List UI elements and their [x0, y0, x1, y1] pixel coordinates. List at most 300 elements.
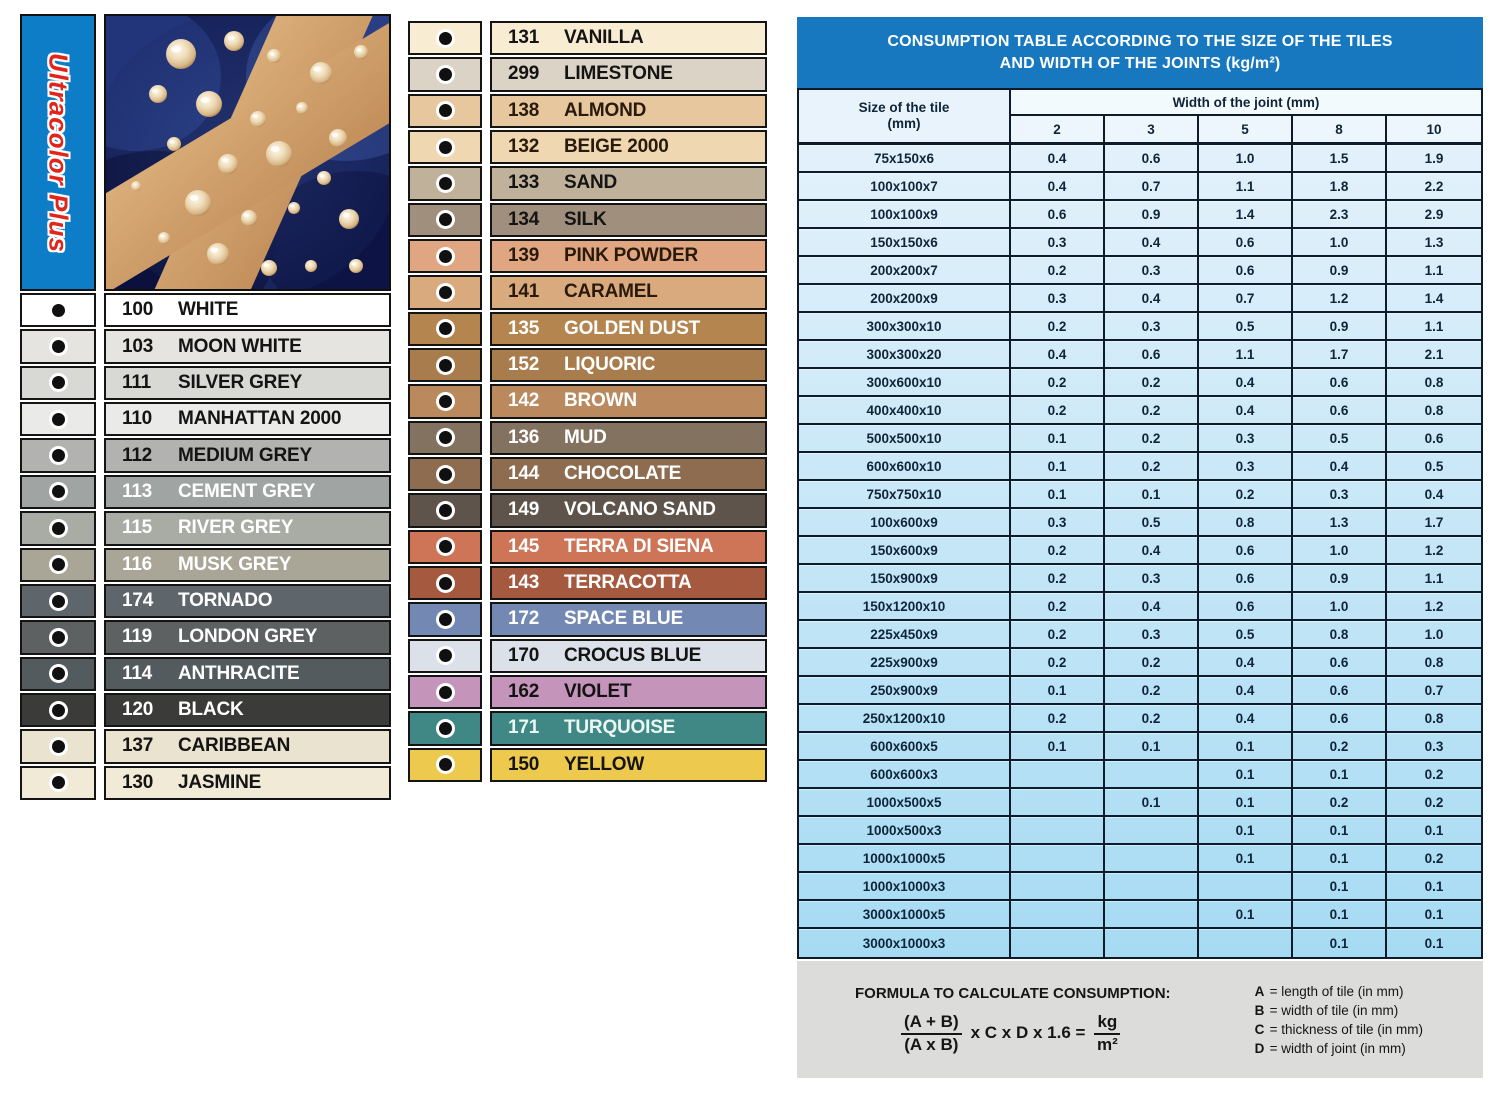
formula-heading: FORMULA TO CALCULATE CONSUMPTION: [855, 984, 1171, 1002]
consumption-row-size: 150x900x9 [799, 565, 1011, 593]
consumption-value-cell: 0.1 [1199, 845, 1293, 873]
consumption-value-cell: 0.2 [1387, 789, 1481, 817]
result-fraction [1094, 1012, 1120, 1054]
color-code: 113 [122, 480, 153, 502]
color-dot-cell [408, 166, 482, 200]
dot-icon [52, 776, 65, 789]
consumption-value-cell: 0.1 [1011, 425, 1105, 453]
color-name: TERRACOTTA [564, 572, 692, 594]
consumption-row-size: 250x900x9 [799, 677, 1011, 705]
consumption-value-cell: 1.3 [1387, 229, 1481, 257]
dot-icon [439, 32, 452, 45]
color-name: JASMINE [178, 771, 262, 793]
consumption-value-cell: 0.6 [1199, 537, 1293, 565]
color-code: 170 [508, 644, 540, 666]
consumption-value-cell: 0.5 [1105, 509, 1199, 537]
color-dot-cell [408, 675, 482, 709]
consumption-value-cell: 0.6 [1199, 257, 1293, 285]
dot-icon [439, 722, 452, 735]
color-code: 116 [122, 553, 153, 575]
dot-icon [439, 758, 452, 771]
consumption-value-cell: 0.8 [1199, 509, 1293, 537]
color-dot-cell [20, 438, 96, 472]
color-dot-cell [20, 366, 96, 400]
consumption-value-cell: 0.5 [1387, 453, 1481, 481]
formula-middle: x C x D x 1.6 = [970, 1023, 1086, 1042]
color-dot-cell [408, 530, 482, 564]
color-code: 139 [508, 245, 540, 267]
consumption-value-cell: 1.5 [1293, 145, 1387, 173]
legend-text: = thickness of tile (in mm) [1269, 1021, 1423, 1037]
consumption-value-cell: 1.4 [1199, 201, 1293, 229]
dot-icon [52, 667, 65, 680]
consumption-row-size: 150x150x6 [799, 229, 1011, 257]
color-swatch-row [490, 275, 767, 309]
color-code: 135 [508, 317, 540, 339]
dot-icon [439, 250, 452, 263]
color-swatch-row [490, 748, 767, 782]
consumption-row-size: 400x400x10 [799, 397, 1011, 425]
size-header-line1: Size of the tile [858, 99, 950, 115]
legend-key: D [1254, 1040, 1265, 1056]
color-code: 131 [508, 27, 540, 49]
dot-icon [439, 577, 452, 590]
consumption-value-cell: 0.6 [1293, 649, 1387, 677]
consumption-value-cell: 0.4 [1105, 537, 1199, 565]
color-swatch-row [104, 620, 391, 654]
result-numerator: kg [1094, 1012, 1120, 1035]
legend-key: C [1254, 1021, 1265, 1037]
consumption-value-cell: 0.5 [1199, 621, 1293, 649]
color-code: 299 [508, 63, 540, 85]
consumption-value-cell: 0.8 [1387, 397, 1481, 425]
color-name: CARIBBEAN [178, 735, 291, 757]
color-dot-cell [20, 548, 96, 582]
consumption-value-cell [1105, 817, 1199, 845]
consumption-value-cell: 0.3 [1011, 229, 1105, 257]
consumption-value-cell: 1.4 [1387, 285, 1481, 313]
fraction-denominator: (A x B) [904, 1034, 959, 1054]
legend-row [1255, 1022, 1423, 1037]
consumption-value-cell: 0.1 [1199, 761, 1293, 789]
consumption-value-cell: 0.9 [1105, 201, 1199, 229]
middle-color-dot-column [408, 21, 482, 782]
color-dot-cell [408, 239, 482, 273]
color-name: MUSK GREY [178, 553, 292, 575]
consumption-row-size: 500x500x10 [799, 425, 1011, 453]
color-dot-cell [20, 329, 96, 363]
consumption-value-cell: 1.0 [1293, 593, 1387, 621]
color-dot-cell [408, 21, 482, 55]
color-code: 171 [508, 717, 540, 739]
color-code: 162 [508, 681, 540, 703]
color-dot-cell [20, 620, 96, 654]
color-name: SAND [564, 172, 618, 194]
consumption-value-cell: 0.2 [1011, 257, 1105, 285]
dot-icon [52, 558, 65, 571]
consumption-value-cell: 2.1 [1387, 341, 1481, 369]
dot-icon [439, 540, 452, 553]
color-name: BROWN [564, 390, 637, 412]
color-dot-cell [408, 94, 482, 128]
consumption-value-cell: 0.4 [1011, 173, 1105, 201]
dot-icon [52, 740, 65, 753]
consumption-row-size: 3000x1000x3 [799, 929, 1011, 957]
consumption-table-frame [797, 88, 1483, 959]
dot-icon [439, 431, 452, 444]
color-dot-cell [408, 566, 482, 600]
consumption-row-size: 300x600x10 [799, 369, 1011, 397]
dot-icon [52, 376, 65, 389]
color-dot-cell [408, 711, 482, 745]
consumption-row-size: 225x450x9 [799, 621, 1011, 649]
color-dot-cell [20, 511, 96, 545]
formula-fraction [901, 1012, 962, 1054]
color-swatch-row [104, 729, 391, 763]
consumption-value-cell: 1.8 [1293, 173, 1387, 201]
consumption-value-cell [1011, 789, 1105, 817]
consumption-value-cell [1011, 873, 1105, 901]
consumption-value-cell: 0.9 [1293, 565, 1387, 593]
dot-icon [439, 322, 452, 335]
consumption-value-cell: 1.1 [1387, 313, 1481, 341]
color-swatch-row [490, 130, 767, 164]
color-name: MEDIUM GREY [178, 444, 312, 466]
color-code: 149 [508, 499, 540, 521]
color-swatch-row [490, 602, 767, 636]
consumption-value-cell: 0.5 [1293, 425, 1387, 453]
color-swatch-row [490, 312, 767, 346]
consumption-value-cell: 0.8 [1387, 649, 1481, 677]
legend-row [1255, 984, 1423, 999]
dot-icon [439, 141, 452, 154]
color-code: 114 [122, 662, 153, 684]
color-code: 120 [122, 699, 154, 721]
consumption-value-cell: 1.1 [1199, 173, 1293, 201]
color-code: 132 [508, 136, 540, 158]
consumption-row-size: 75x150x6 [799, 145, 1011, 173]
consumption-value-cell: 1.0 [1387, 621, 1481, 649]
consumption-value-cell: 0.6 [1199, 565, 1293, 593]
consumption-value-cell: 0.2 [1387, 845, 1481, 873]
consumption-value-cell [1011, 929, 1105, 957]
consumption-value-cell: 1.2 [1387, 537, 1481, 565]
color-name: LONDON GREY [178, 626, 318, 648]
consumption-value-cell: 0.6 [1105, 341, 1199, 369]
consumption-value-cell: 0.8 [1293, 621, 1387, 649]
consumption-value-cell: 0.1 [1199, 901, 1293, 929]
consumption-value-cell [1011, 761, 1105, 789]
legend-text: = width of joint (in mm) [1269, 1040, 1406, 1056]
consumption-value-cell: 0.4 [1105, 229, 1199, 257]
legend-text: = width of tile (in mm) [1269, 1002, 1399, 1018]
consumption-table-body [799, 145, 1481, 957]
consumption-value-cell: 0.2 [1387, 761, 1481, 789]
dot-icon [52, 304, 65, 317]
consumption-row-size: 225x900x9 [799, 649, 1011, 677]
banner-label: Ultracolor Plus [43, 52, 74, 253]
color-name: TORNADO [178, 590, 273, 612]
consumption-value-cell: 0.1 [1105, 733, 1199, 761]
consumption-value-cell: 0.9 [1293, 313, 1387, 341]
color-swatch-row [490, 675, 767, 709]
consumption-value-cell: 0.4 [1199, 705, 1293, 733]
color-name: BLACK [178, 699, 244, 721]
color-dot-cell [20, 402, 96, 436]
color-name: VIOLET [564, 681, 632, 703]
consumption-value-cell: 0.2 [1105, 425, 1199, 453]
color-dot-cell [20, 475, 96, 509]
color-swatch-row [490, 711, 767, 745]
consumption-value-cell: 0.3 [1011, 285, 1105, 313]
consumption-value-cell: 0.2 [1011, 537, 1105, 565]
consumption-value-cell: 0.3 [1293, 481, 1387, 509]
color-code: 145 [508, 535, 540, 557]
color-name: MANHATTAN 2000 [178, 408, 342, 430]
consumption-row-size: 600x600x3 [799, 761, 1011, 789]
color-name: WHITE [178, 299, 239, 321]
consumption-value-cell: 0.6 [1011, 201, 1105, 229]
color-dot-cell [408, 275, 482, 309]
color-name: SPACE BLUE [564, 608, 684, 630]
consumption-value-cell: 0.9 [1293, 257, 1387, 285]
color-swatch-row [490, 566, 767, 600]
consumption-row-size: 1000x1000x3 [799, 873, 1011, 901]
consumption-row-size: 1000x500x3 [799, 817, 1011, 845]
color-name: CARAMEL [564, 281, 658, 303]
color-code: 141 [508, 281, 540, 303]
consumption-value-cell: 1.1 [1387, 565, 1481, 593]
consumption-value-cell: 0.3 [1199, 425, 1293, 453]
dot-icon [439, 686, 452, 699]
color-name: SILVER GREY [178, 371, 303, 393]
consumption-value-cell: 0.4 [1199, 369, 1293, 397]
consumption-value-cell: 0.1 [1387, 929, 1481, 957]
color-swatch-row [490, 530, 767, 564]
consumption-row-size: 100x100x7 [799, 173, 1011, 201]
consumption-row-size: 3000x1000x5 [799, 901, 1011, 929]
left-color-dot-column [20, 293, 96, 800]
consumption-value-cell: 0.2 [1105, 705, 1199, 733]
consumption-value-cell: 0.2 [1011, 397, 1105, 425]
color-name: RIVER GREY [178, 517, 294, 539]
consumption-value-cell: 1.7 [1387, 509, 1481, 537]
formula-legend [1255, 984, 1423, 1056]
consumption-value-cell: 0.8 [1387, 705, 1481, 733]
consumption-value-cell [1105, 761, 1199, 789]
color-name: TERRA DI SIENA [564, 535, 714, 557]
color-name: TURQUOISE [564, 717, 676, 739]
dot-icon [52, 485, 65, 498]
color-dot-cell [20, 729, 96, 763]
joint-width-value: 8 [1293, 116, 1387, 142]
left-color-list [104, 293, 391, 800]
consumption-value-cell: 0.4 [1293, 453, 1387, 481]
dot-icon [439, 504, 452, 517]
color-dot-cell [20, 766, 96, 800]
color-dot-cell [408, 384, 482, 418]
consumption-value-cell: 1.2 [1387, 593, 1481, 621]
consumption-value-cell: 2.9 [1387, 201, 1481, 229]
consumption-row-size: 200x200x9 [799, 285, 1011, 313]
color-dot-cell [408, 748, 482, 782]
color-dot-cell [408, 312, 482, 346]
color-name: MOON WHITE [178, 335, 302, 357]
color-code: 174 [122, 590, 154, 612]
color-name: PINK POWDER [564, 245, 698, 267]
color-name: SILK [564, 208, 607, 230]
consumption-row-size: 600x600x10 [799, 453, 1011, 481]
joint-width-value: 10 [1387, 116, 1481, 142]
color-swatch-row [490, 457, 767, 491]
color-code: 152 [508, 354, 540, 376]
color-code: 172 [508, 608, 540, 630]
consumption-value-cell [1011, 817, 1105, 845]
consumption-value-cell: 0.1 [1293, 817, 1387, 845]
fraction-numerator: (A + B) [901, 1012, 962, 1035]
color-code: 112 [122, 444, 153, 466]
consumption-value-cell: 0.3 [1105, 621, 1199, 649]
color-code: 137 [122, 735, 154, 757]
consumption-value-cell: 0.2 [1105, 397, 1199, 425]
consumption-value-cell: 0.4 [1105, 285, 1199, 313]
dot-icon [439, 68, 452, 81]
consumption-value-cell: 0.1 [1199, 733, 1293, 761]
color-name: ANTHRACITE [178, 662, 300, 684]
color-name: VANILLA [564, 27, 644, 49]
consumption-row-size: 1000x1000x5 [799, 845, 1011, 873]
color-swatch-row [104, 475, 391, 509]
color-dot-cell [408, 602, 482, 636]
color-code: 110 [122, 408, 153, 430]
color-dot-cell [408, 57, 482, 91]
dot-icon [52, 595, 65, 608]
consumption-value-cell: 0.1 [1293, 929, 1387, 957]
consumption-value-cell: 0.4 [1387, 481, 1481, 509]
consumption-value-cell: 0.1 [1011, 481, 1105, 509]
color-code: 115 [122, 517, 153, 539]
consumption-table-header [799, 90, 1481, 145]
color-swatch-row [104, 402, 391, 436]
consumption-value-cell: 0.6 [1293, 677, 1387, 705]
consumption-row-size: 150x600x9 [799, 537, 1011, 565]
consumption-value-cell: 0.1 [1199, 789, 1293, 817]
dot-icon [439, 649, 452, 662]
consumption-value-cell: 0.2 [1011, 705, 1105, 733]
color-code: 100 [122, 299, 154, 321]
consumption-value-cell: 0.1 [1293, 901, 1387, 929]
consumption-value-cell: 0.2 [1105, 453, 1199, 481]
color-dot-cell [20, 657, 96, 691]
consumption-value-cell: 0.4 [1199, 649, 1293, 677]
color-code: 144 [508, 463, 540, 485]
consumption-value-cell: 0.3 [1199, 453, 1293, 481]
consumption-value-cell: 0.6 [1105, 145, 1199, 173]
consumption-value-cell: 0.1 [1011, 733, 1105, 761]
consumption-value-cell: 0.2 [1011, 621, 1105, 649]
consumption-row-size: 100x100x9 [799, 201, 1011, 229]
color-dot-cell [408, 493, 482, 527]
consumption-row-size: 100x600x9 [799, 509, 1011, 537]
color-code: 136 [508, 426, 540, 448]
consumption-value-cell: 0.1 [1293, 873, 1387, 901]
color-name: ALMOND [564, 99, 647, 121]
color-dot-cell [408, 457, 482, 491]
color-swatch-row [490, 57, 767, 91]
consumption-value-cell: 2.2 [1387, 173, 1481, 201]
consumption-table-title [797, 17, 1483, 88]
joint-width-value: 5 [1199, 116, 1293, 142]
color-name: CEMENT GREY [178, 480, 316, 502]
consumption-value-cell: 0.1 [1387, 901, 1481, 929]
consumption-value-cell: 1.2 [1293, 285, 1387, 313]
color-name: MUD [564, 426, 607, 448]
formula-expression [901, 1012, 1171, 1054]
color-swatch-row [104, 293, 391, 327]
color-code: 103 [122, 335, 154, 357]
consumption-value-cell: 0.2 [1011, 313, 1105, 341]
consumption-value-cell: 0.4 [1199, 397, 1293, 425]
color-dot-cell [408, 203, 482, 237]
dot-icon [52, 522, 65, 535]
consumption-value-cell: 2.3 [1293, 201, 1387, 229]
legend-key: A [1254, 983, 1265, 999]
consumption-value-cell: 0.1 [1387, 873, 1481, 901]
dot-icon [52, 449, 65, 462]
consumption-value-cell: 0.5 [1199, 313, 1293, 341]
color-swatch-row [490, 166, 767, 200]
dot-icon [439, 468, 452, 481]
color-swatch-row [104, 693, 391, 727]
consumption-value-cell: 1.7 [1293, 341, 1387, 369]
color-swatch-row [490, 639, 767, 673]
consumption-value-cell: 0.4 [1199, 677, 1293, 705]
color-name: CHOCOLATE [564, 463, 682, 485]
consumption-value-cell: 0.6 [1293, 705, 1387, 733]
consumption-row-size: 750x750x10 [799, 481, 1011, 509]
legend-row [1255, 1003, 1423, 1018]
consumption-value-cell: 0.7 [1105, 173, 1199, 201]
color-dot-cell [20, 293, 96, 327]
consumption-value-cell: 0.8 [1387, 369, 1481, 397]
tile-photo [104, 14, 391, 291]
consumption-value-cell: 0.7 [1199, 285, 1293, 313]
consumption-value-cell: 0.2 [1105, 677, 1199, 705]
color-dot-cell [20, 693, 96, 727]
consumption-value-cell: 0.2 [1011, 649, 1105, 677]
dot-icon [52, 340, 65, 353]
joint-width-value: 2 [1011, 116, 1105, 142]
consumption-value-cell: 0.3 [1105, 313, 1199, 341]
consumption-row-size: 1000x500x5 [799, 789, 1011, 817]
dot-icon [52, 413, 65, 426]
consumption-value-cell: 1.0 [1199, 145, 1293, 173]
dot-icon [439, 395, 452, 408]
consumption-value-cell: 0.6 [1293, 397, 1387, 425]
consumption-value-cell [1199, 873, 1293, 901]
consumption-value-cell: 0.1 [1387, 817, 1481, 845]
consumption-value-cell [1105, 901, 1199, 929]
consumption-value-cell: 0.6 [1199, 593, 1293, 621]
color-swatch-row [104, 548, 391, 582]
consumption-value-cell: 0.2 [1199, 481, 1293, 509]
color-name: YELLOW [564, 753, 645, 775]
consumption-value-cell: 0.7 [1387, 677, 1481, 705]
dot-icon [439, 359, 452, 372]
consumption-value-cell: 0.2 [1105, 369, 1199, 397]
joint-width-header: Width of the joint (mm) [1011, 90, 1481, 116]
color-swatch-row [104, 766, 391, 800]
